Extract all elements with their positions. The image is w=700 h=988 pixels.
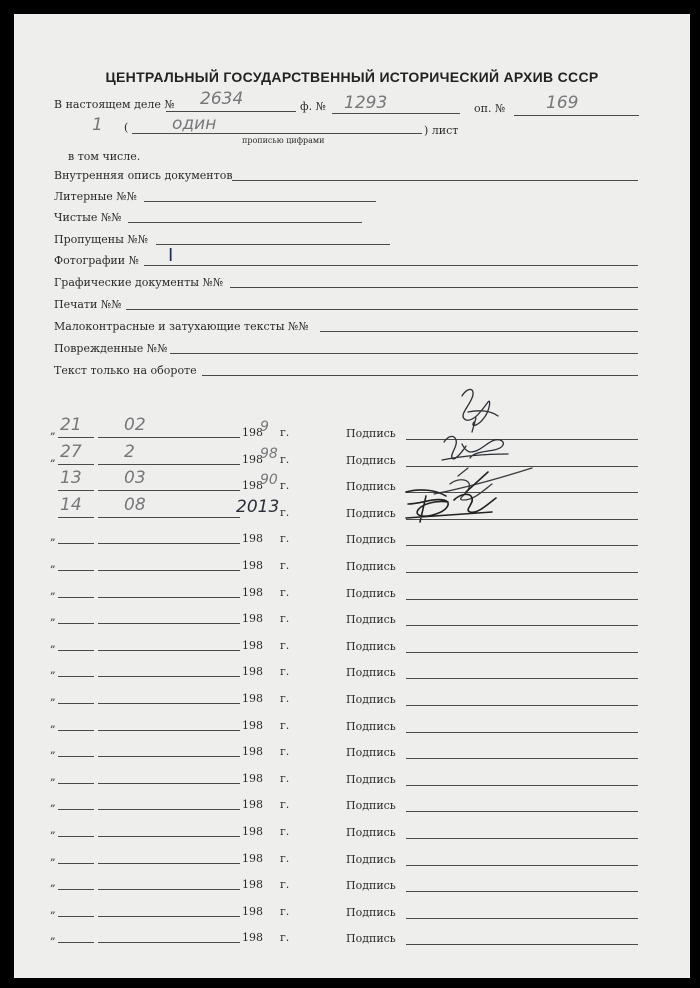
year-prefix: 198 (242, 931, 263, 944)
opis-label: оп. № (474, 102, 506, 115)
year-prefix: 198 (242, 453, 263, 466)
date-month: 08 (124, 495, 146, 515)
field-label: Литерные №№ (54, 190, 138, 203)
year-prefix: 198 (242, 639, 263, 652)
signature-label: Подпись (346, 454, 396, 467)
year-g: г. (280, 639, 290, 652)
photo-value: I (168, 245, 174, 266)
year-g: г. (280, 665, 290, 678)
signature-label: Подпись (346, 720, 396, 733)
in-total-label: в том числе. (68, 150, 141, 163)
year-prefix: 198 (242, 692, 263, 705)
field-label: Чистые №№ (54, 211, 122, 224)
date-quote-mark: „ (50, 717, 56, 730)
field-label: Графические документы №№ (54, 276, 224, 289)
date-quote-mark: „ (50, 663, 56, 676)
year-g: г. (280, 506, 290, 519)
year-prefix: 198 (242, 559, 263, 572)
year-g: г. (280, 878, 290, 891)
year-g: г. (280, 905, 290, 918)
date-quote-mark: „ (50, 530, 56, 543)
date-month: 02 (124, 415, 146, 435)
field-label: Печати №№ (54, 298, 122, 311)
field-label: Фотографии № (54, 254, 140, 267)
year-handwritten: 2013 (236, 497, 280, 517)
signature-3 (434, 468, 532, 500)
field-label: Пропущены №№ (54, 233, 149, 246)
year-prefix: 198 (242, 772, 263, 785)
signature-4 (406, 472, 496, 522)
year-g: г. (280, 931, 290, 944)
year-prefix: 198 (242, 852, 263, 865)
year-g: г. (280, 745, 290, 758)
year-prefix: 198 (242, 745, 263, 758)
date-quote-mark: „ (50, 823, 56, 836)
delo-value: 2634 (200, 89, 244, 109)
date-quote-mark: „ (50, 584, 56, 597)
delo-label: В настоящем деле № (54, 98, 175, 111)
year-suffix: 98 (260, 446, 278, 462)
date-quote-mark: „ (50, 743, 56, 756)
year-prefix: 198 (242, 586, 263, 599)
year-prefix: 198 (242, 479, 263, 492)
date-quote-mark: „ (50, 850, 56, 863)
year-g: г. (280, 692, 290, 705)
signature-label: Подпись (346, 826, 396, 839)
signature-label: Подпись (346, 853, 396, 866)
fond-value: 1293 (344, 93, 388, 113)
field-label: Поврежденные №№ (54, 342, 168, 355)
signature-label: Подпись (346, 533, 396, 546)
year-prefix: 198 (242, 798, 263, 811)
date-quote-mark: „ (50, 690, 56, 703)
year-prefix: 198 (242, 719, 263, 732)
year-g: г. (280, 532, 290, 545)
signature-label: Подпись (346, 693, 396, 706)
year-g: г. (280, 798, 290, 811)
year-suffix: 90 (260, 472, 278, 488)
year-prefix: 198 (242, 426, 263, 439)
date-quote-mark: „ (50, 903, 56, 916)
date-quote-mark: „ (50, 610, 56, 623)
year-prefix: 198 (242, 665, 263, 678)
list-label: ) лист (424, 124, 459, 137)
date-day: 21 (60, 415, 82, 435)
field-label: Малоконтрасные и затухающие тексты №№ (54, 320, 309, 333)
year-g: г. (280, 612, 290, 625)
year-g: г. (280, 479, 290, 492)
date-quote-mark: „ (50, 876, 56, 889)
signature-label: Подпись (346, 560, 396, 573)
year-g: г. (280, 825, 290, 838)
opis-value: 169 (546, 93, 579, 113)
date-quote-mark: „ (50, 557, 56, 570)
date-month: 03 (124, 468, 146, 488)
fond-label: ф. № (300, 100, 327, 113)
year-prefix: 198 (242, 905, 263, 918)
date-quote-mark: „ (50, 770, 56, 783)
date-quote-mark: „ (50, 929, 56, 942)
year-g: г. (280, 426, 290, 439)
signatures (14, 14, 690, 978)
field-label: Внутренняя опись документов (54, 169, 233, 182)
archive-sheet: ЦЕНТРАЛЬНЫЙ ГОСУДАРСТВЕННЫЙ ИСТОРИЧЕСКИЙ АРХИВ СССР В настоящем деле № 2634 ф. № 1293 оп. № 169 1 ( один прописью цифрами ) лист в том числе. Внутренняя опись документов Литерные №№ Чистые №№ Пропущены №№ Фотографии № I Графические документы №№ Печати №№ Малоконтрасные и затухающие тексты №№ Поврежденные №№ Текст только на обороте „ 198 г. Подпись 21 02 9 „ 198 г. Подпись 27 2 98 198 г. Подпись 13 03 90 г. Подпись 14 08 2013 „ 198 г. Подпись „ 198 г. Подпись „ 198 г. Подпись „ 198 г. Подпись „ 198 г. Подпись „ 198 г. Подпись „ 198 г. Подпись „ 198 г. Подпись „ 198 г. Подпись „ 198 г. Подпись „ 198 г. Подпись „ 198 г. Подпись „ 198 г. Подпись „ 198 г. Подпись „ 198 г. Подпись „ 198 г. Подпись (14, 14, 690, 978)
date-day: 27 (60, 442, 82, 462)
signature-label: Подпись (346, 640, 396, 653)
year-g: г. (280, 852, 290, 865)
signature-label: Подпись (346, 427, 396, 440)
date-month: 2 (124, 442, 135, 462)
count-value: 1 (92, 115, 103, 135)
year-g: г. (280, 772, 290, 785)
signature-label: Подпись (346, 666, 396, 679)
date-quote-mark: „ (50, 637, 56, 650)
year-prefix: 198 (242, 825, 263, 838)
signature-label: Подпись (346, 480, 396, 493)
signature-label: Подпись (346, 773, 396, 786)
signature-label: Подпись (346, 906, 396, 919)
year-prefix: 198 (242, 612, 263, 625)
field-label: Текст только на обороте (54, 364, 197, 377)
signature-label: Подпись (346, 879, 396, 892)
signature-1 (462, 389, 498, 432)
year-suffix: 9 (260, 419, 269, 435)
signature-label: Подпись (346, 587, 396, 600)
words-hint: прописью цифрами (242, 136, 325, 145)
date-quote-mark: „ (50, 796, 56, 809)
count-words: один (172, 114, 217, 134)
year-g: г. (280, 453, 290, 466)
year-g: г. (280, 559, 290, 572)
year-prefix: 198 (242, 532, 263, 545)
year-g: г. (280, 586, 290, 599)
signature-label: Подпись (346, 799, 396, 812)
signature-label: Подпись (346, 932, 396, 945)
signature-label: Подпись (346, 746, 396, 759)
year-prefix: 198 (242, 878, 263, 891)
date-quote-mark: „ (50, 451, 56, 464)
archive-title: ЦЕНТРАЛЬНЫЙ ГОСУДАРСТВЕННЫЙ ИСТОРИЧЕСКИЙ АРХИВ СССР (105, 69, 599, 85)
signature-label: Подпись (346, 613, 396, 626)
date-day: 14 (60, 495, 82, 515)
signature-2 (442, 436, 508, 460)
signature-label: Подпись (346, 507, 396, 520)
year-g: г. (280, 719, 290, 732)
date-quote-mark: „ (50, 424, 56, 437)
date-day: 13 (60, 468, 82, 488)
